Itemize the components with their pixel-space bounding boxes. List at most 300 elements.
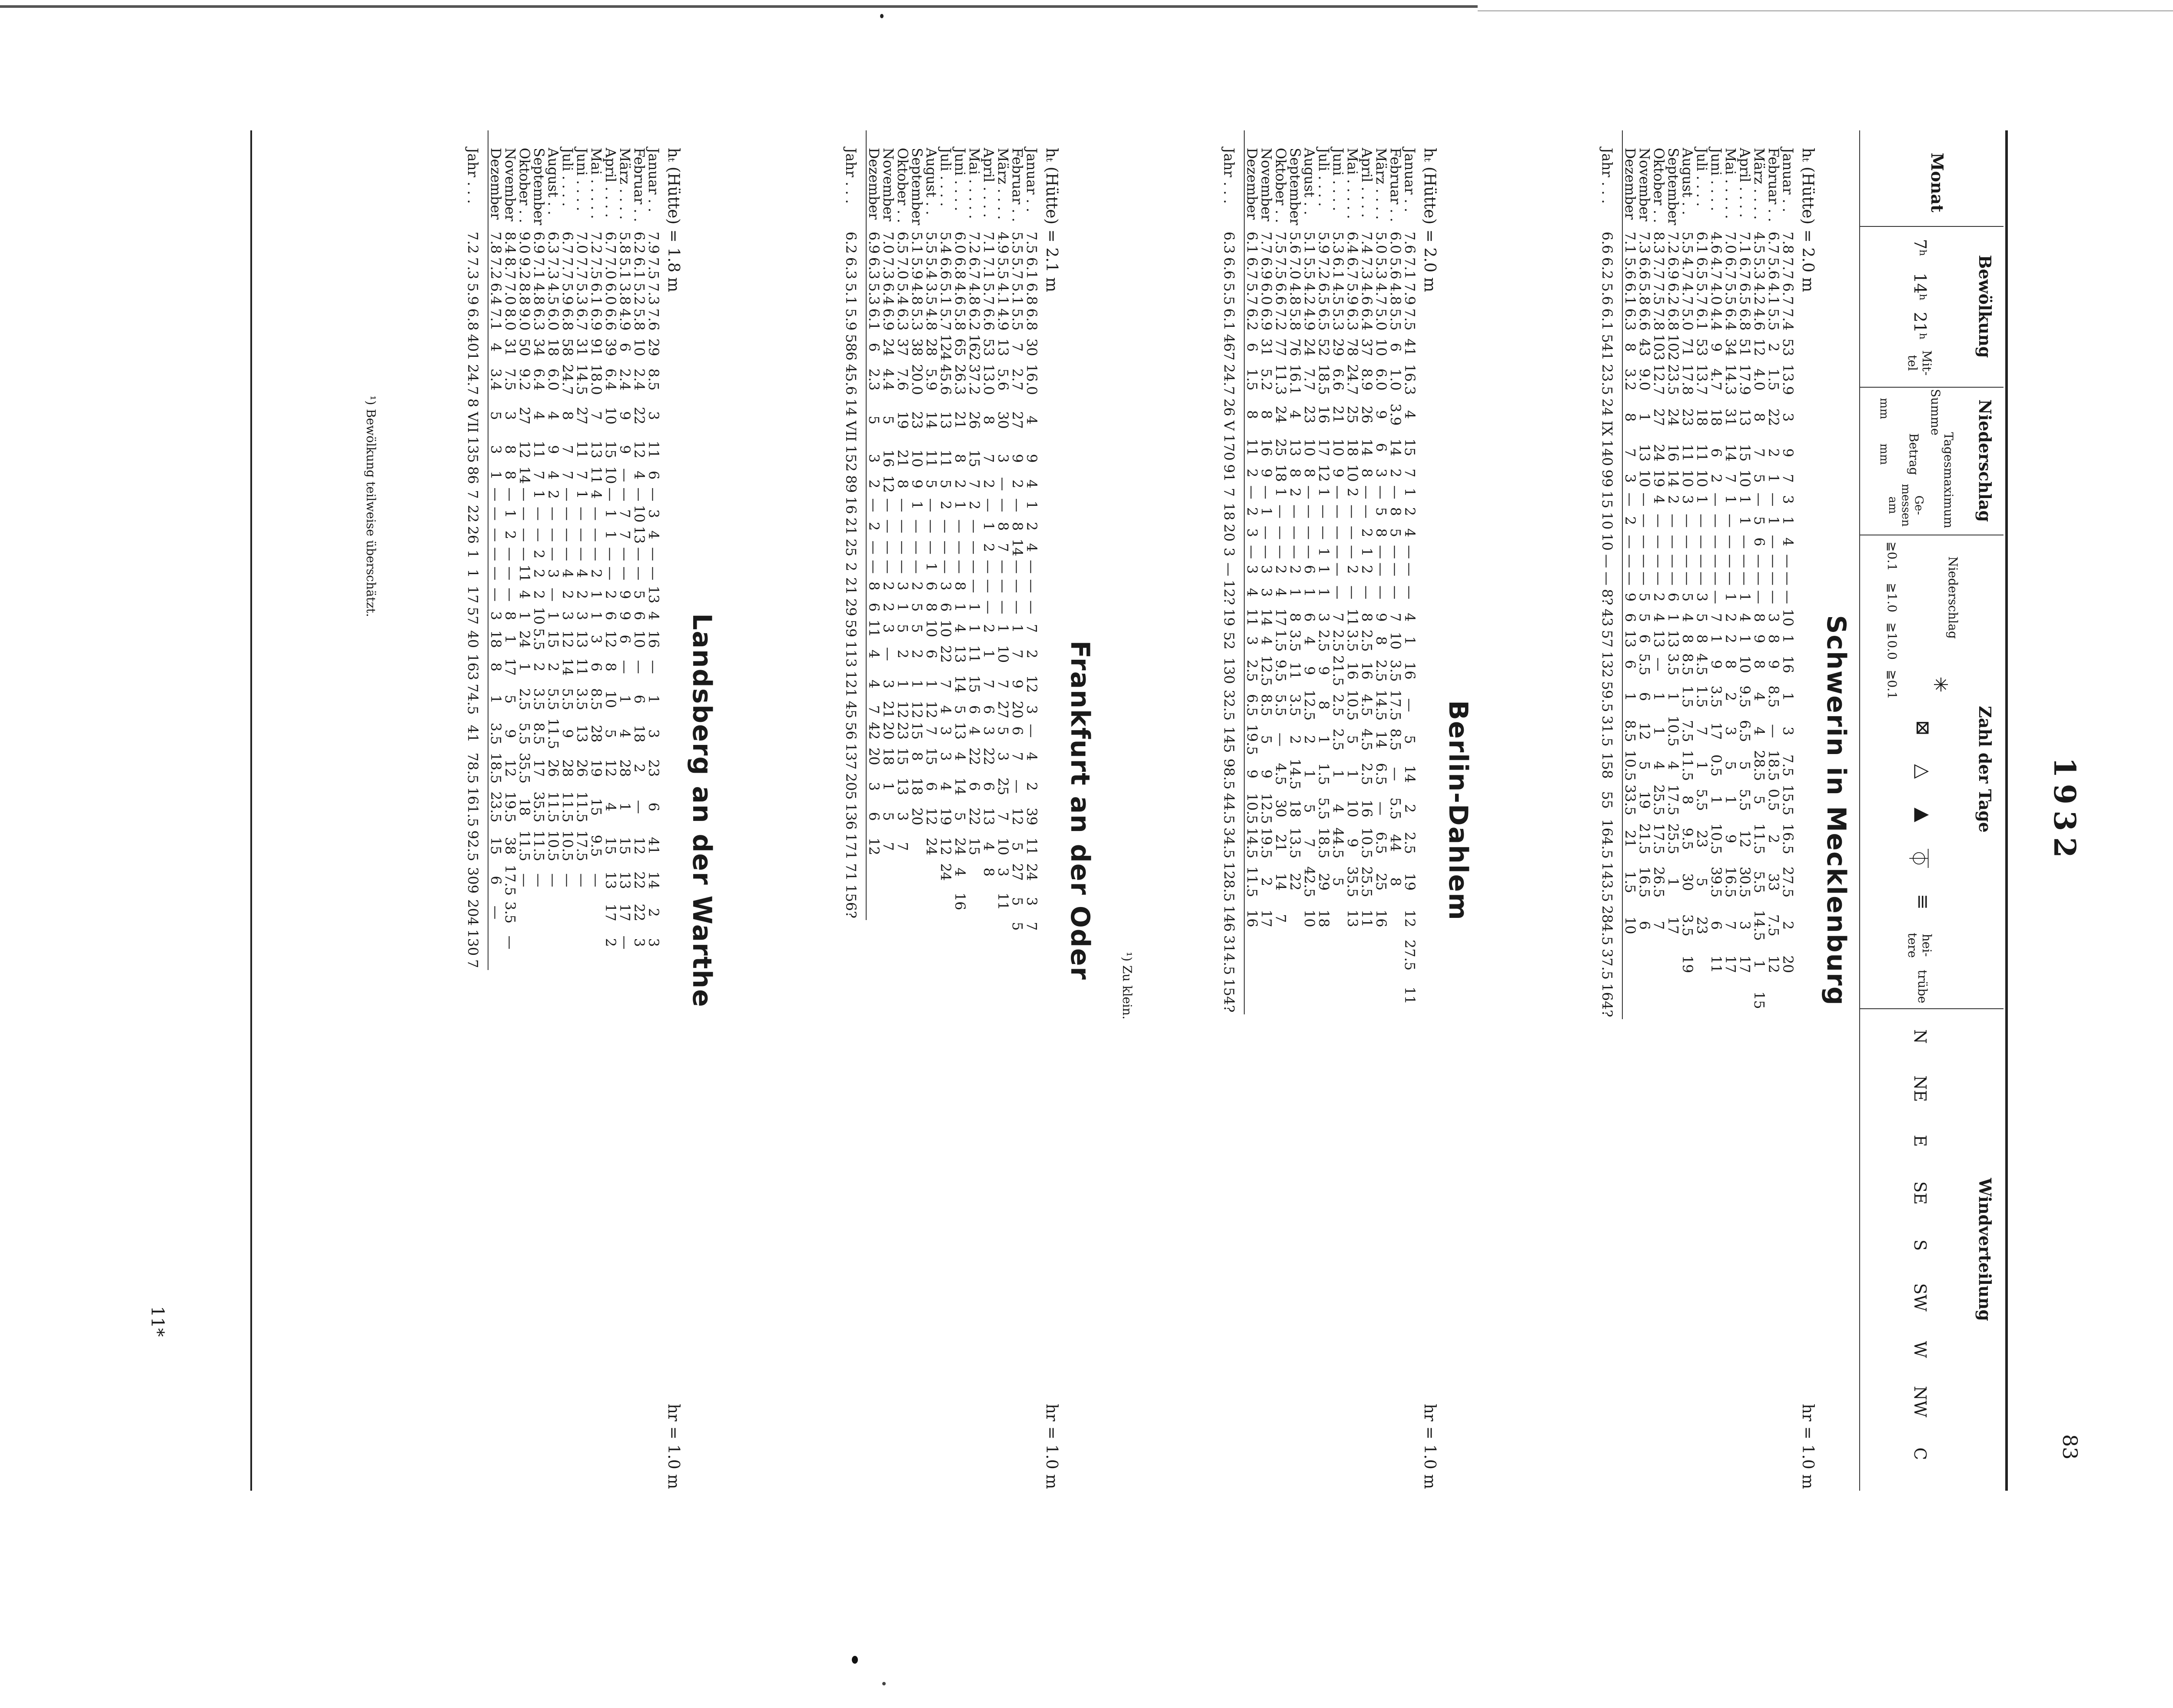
table-cell: 14.5 bbox=[1287, 758, 1303, 790]
month-row bbox=[1637, 130, 1651, 1019]
table-cell: 14 bbox=[1273, 873, 1289, 891]
table-cell: 58 bbox=[559, 338, 576, 356]
table-cell: 7.5 bbox=[1765, 914, 1782, 937]
table-cell: — bbox=[1258, 525, 1275, 540]
table-cell: 2 bbox=[1009, 479, 1026, 488]
table-cell: 12 bbox=[502, 759, 518, 777]
table-cell: 26 bbox=[966, 411, 983, 429]
table-cell: 19 bbox=[1222, 607, 1244, 628]
table-cell: 9 bbox=[1722, 834, 1739, 844]
table-cell: 30.5 bbox=[1737, 866, 1753, 898]
table-cell: 30 bbox=[1679, 873, 1696, 891]
table-cell: 6.6 bbox=[1330, 368, 1346, 391]
table-cell: 6.0 bbox=[952, 232, 968, 254]
table-cell: 4 bbox=[1651, 495, 1667, 504]
top-rule-thin bbox=[1478, 10, 2173, 11]
table-cell: 7.3 bbox=[465, 256, 488, 281]
table-cell: 17 bbox=[617, 904, 633, 921]
month-row bbox=[924, 130, 938, 933]
table-cell: 15 bbox=[966, 449, 983, 468]
table-cell: 4.7 bbox=[1708, 257, 1724, 279]
month-label: Jahr . . . bbox=[465, 130, 488, 230]
table-cell: 9.2 bbox=[516, 257, 533, 279]
table-cell: 2.5 bbox=[1359, 763, 1375, 785]
table-cell: 10 bbox=[531, 607, 547, 625]
table-cell: 6 bbox=[923, 782, 940, 791]
table-cell: 4.0 bbox=[1751, 368, 1768, 391]
table-cell: 5 bbox=[937, 479, 954, 488]
month-label: Jahr . . . bbox=[1600, 130, 1622, 230]
table-cell: 3 bbox=[488, 445, 504, 454]
table-cell: 4 bbox=[937, 705, 954, 714]
table-cell: — bbox=[1737, 572, 1753, 586]
table-cell: 12 bbox=[894, 701, 911, 719]
table-cell: 2 bbox=[980, 543, 997, 552]
station-title: Schwerin in Mecklenburg bbox=[1821, 615, 1851, 1006]
table-cell: 6 bbox=[1708, 921, 1724, 930]
table-cell: 1 bbox=[1330, 769, 1346, 779]
table-cell: — bbox=[502, 566, 518, 581]
table-cell: — bbox=[1301, 545, 1318, 559]
table-cell: 17 bbox=[1665, 916, 1681, 934]
table-cell: 6.8 bbox=[559, 308, 576, 331]
table-cell: 2.5 bbox=[1330, 694, 1346, 716]
table-cell: 10 bbox=[995, 837, 1011, 855]
table-cell: — bbox=[602, 566, 619, 581]
table-cell: — bbox=[602, 547, 619, 562]
table-cell: 20 bbox=[1222, 522, 1244, 543]
table-cell: 17.5 bbox=[1665, 784, 1681, 816]
table-cell: 7.5 bbox=[588, 257, 605, 279]
table-cell: 3.5 bbox=[1287, 694, 1303, 716]
table-cell: 6 bbox=[1301, 565, 1318, 574]
table-cell: — bbox=[574, 547, 590, 562]
table-cell: 15 bbox=[488, 837, 504, 855]
table-cell: 5.9 bbox=[923, 368, 940, 391]
month-row bbox=[1709, 130, 1723, 1019]
table-cell: 6.7 bbox=[1737, 257, 1753, 279]
table-cell: 12? bbox=[1222, 578, 1244, 607]
table-cell: 9 bbox=[1751, 634, 1768, 643]
table-cell: 12 bbox=[602, 759, 619, 777]
table-cell: 21 bbox=[1622, 830, 1638, 848]
table-cell: 3 bbox=[937, 582, 954, 591]
table-cell: 5.9 bbox=[465, 281, 488, 307]
table-cell: 5 bbox=[1751, 795, 1768, 804]
table-cell: 10 bbox=[631, 505, 648, 523]
table-cell: 2.5 bbox=[1330, 629, 1346, 652]
table-cell: 2 bbox=[1722, 692, 1739, 701]
table-cell: 12 bbox=[1009, 807, 1026, 825]
table-cell: 6.0 bbox=[602, 282, 619, 305]
table-cell: 45 bbox=[844, 699, 866, 720]
table-cell: 5.6 bbox=[1765, 257, 1782, 279]
table-cell: 6 bbox=[645, 802, 662, 811]
table-cell: 4 bbox=[966, 726, 983, 735]
table-cell: 9 bbox=[1009, 679, 1026, 689]
header-b7: 7ʰ bbox=[1911, 239, 1930, 257]
table-cell: 6.6 bbox=[1636, 257, 1653, 279]
table-cell: 4.9 bbox=[617, 308, 633, 331]
table-cell: 102 bbox=[1665, 334, 1681, 361]
table-cell: 5 bbox=[1258, 735, 1275, 744]
table-cell: 7.5 bbox=[502, 368, 518, 391]
table-cell: 22 bbox=[980, 748, 997, 765]
table-cell: 2 bbox=[1722, 634, 1739, 643]
table-cell: — bbox=[1780, 554, 1796, 568]
table-cell: 3 bbox=[1722, 726, 1739, 736]
table-cell: 3 bbox=[1679, 495, 1696, 504]
table-cell: 12 bbox=[937, 837, 954, 855]
table-cell: 6.2 bbox=[1600, 256, 1622, 281]
scan-dot bbox=[880, 14, 884, 18]
table-cell: — bbox=[995, 560, 1011, 574]
table-cell: 6 bbox=[923, 649, 940, 658]
table-cell: 6.3 bbox=[531, 308, 547, 331]
table-cell: — bbox=[1679, 535, 1696, 549]
table-cell: 4.5 bbox=[1273, 763, 1289, 785]
thunderstorm-icon: ▲ bbox=[1912, 807, 1934, 822]
table-cell: — bbox=[502, 588, 518, 602]
table-cell: — bbox=[1708, 535, 1724, 549]
month-label: Juni . . . . bbox=[1708, 148, 1724, 211]
table-cell: 163 bbox=[465, 652, 488, 682]
table-cell: 5.1 bbox=[1009, 282, 1026, 305]
table-cell: 24.7 bbox=[465, 362, 488, 397]
table-cell: — bbox=[1287, 505, 1303, 519]
table-cell: 9 bbox=[1622, 592, 1638, 602]
table-cell: 6 bbox=[966, 705, 983, 714]
table-cell: 7.8 bbox=[1780, 232, 1796, 254]
month-label: Juli . . . . bbox=[559, 148, 576, 207]
table-cell: — bbox=[1023, 579, 1040, 593]
table-cell: 8 bbox=[1622, 412, 1638, 422]
table-cell: 22 bbox=[631, 871, 648, 889]
table-cell: 65 bbox=[952, 338, 968, 356]
month-label: Oktober . . bbox=[516, 148, 533, 223]
table-cell: 5.3 bbox=[1751, 257, 1768, 279]
table-cell: 8.3 bbox=[1651, 232, 1667, 254]
table-cell: — bbox=[488, 905, 504, 920]
table-cell: — bbox=[588, 547, 605, 562]
table-cell: 23 bbox=[645, 759, 662, 777]
month-label: April . . . . bbox=[1359, 148, 1375, 218]
table-cell: 5.1 bbox=[617, 257, 633, 279]
table-cell: 11.5 bbox=[545, 791, 562, 823]
table-cell: 4 bbox=[602, 802, 619, 811]
table-cell: 7.6 bbox=[645, 308, 662, 331]
table-cell: — bbox=[1387, 767, 1404, 781]
table-cell: 19.5 bbox=[1244, 724, 1260, 755]
table-cell: 4 bbox=[1287, 410, 1303, 419]
table-cell: — bbox=[545, 588, 562, 602]
table-cell: 4 bbox=[588, 490, 605, 499]
table-cell: 7.0 bbox=[602, 257, 619, 279]
table-cell: 2 bbox=[588, 569, 605, 578]
table-cell: 2 bbox=[531, 569, 547, 578]
month-label: August . . bbox=[1679, 148, 1696, 215]
table-cell: 21 bbox=[894, 449, 911, 468]
table-cell: — bbox=[645, 566, 662, 581]
table-cell: 18 bbox=[631, 724, 648, 743]
table-cell: 16 bbox=[1244, 909, 1260, 927]
table-cell: 10 bbox=[602, 466, 619, 484]
table-cell: 11 bbox=[645, 440, 662, 459]
table-cell: — bbox=[1665, 535, 1681, 549]
table-cell: 7 bbox=[1651, 921, 1667, 930]
table-cell: — bbox=[1751, 554, 1768, 568]
table-cell: 7 bbox=[617, 509, 633, 518]
table-cell: 1 bbox=[465, 563, 488, 584]
table-cell: 14 bbox=[645, 871, 662, 889]
table-cell: 20 bbox=[909, 807, 925, 825]
header-monat: Monat bbox=[1927, 153, 1947, 213]
table-cell: 5 bbox=[952, 812, 968, 821]
table-cell: 3 bbox=[1373, 469, 1389, 478]
table-cell: — bbox=[1244, 485, 1260, 499]
table-cell: 17 bbox=[465, 584, 488, 605]
table-cell: 6.5 bbox=[1373, 832, 1389, 854]
table-cell: 12 bbox=[516, 440, 533, 459]
table-cell: 2.5 bbox=[1330, 728, 1346, 751]
table-cell: 3 bbox=[502, 411, 518, 420]
table-cell: 2 bbox=[880, 582, 897, 591]
table-cell: 52 bbox=[1316, 338, 1332, 356]
table-cell: 4 bbox=[559, 569, 576, 578]
table-cell: 5.5 bbox=[1694, 789, 1710, 811]
table-cell: 12.5 bbox=[1301, 689, 1318, 721]
table-cell: 13 bbox=[631, 526, 648, 544]
table-cell: 4 bbox=[1751, 692, 1768, 701]
table-cell: 2.3 bbox=[866, 368, 882, 391]
table-cell: 26.5 bbox=[1651, 866, 1667, 898]
header-ge10: ≧1.0 bbox=[1885, 583, 1899, 612]
month-label: Januar . . bbox=[645, 148, 662, 213]
table-cell: 2.7 bbox=[1009, 368, 1026, 391]
table-cell: 2 bbox=[1387, 469, 1404, 478]
table-cell: 16.1 bbox=[1287, 364, 1303, 395]
table-cell: 6.9 bbox=[588, 308, 605, 331]
table-cell: — bbox=[1316, 505, 1332, 519]
month-row bbox=[1651, 130, 1666, 1019]
table-cell: 7.5 bbox=[645, 257, 662, 279]
month-label: Juni . . . . bbox=[1330, 148, 1346, 211]
table-cell: 10 bbox=[1737, 469, 1753, 487]
table-cell: 4 bbox=[1273, 588, 1289, 597]
table-cell: 6.5 bbox=[1737, 720, 1753, 742]
table-cell: 22 bbox=[1287, 873, 1303, 891]
table-cell: — bbox=[1780, 590, 1796, 604]
table-cell: — bbox=[894, 498, 911, 512]
table-cell: — bbox=[952, 519, 968, 534]
table-cell: 9.2 bbox=[516, 368, 533, 391]
table-cell: 5.9 bbox=[1344, 282, 1361, 305]
table-cell: — bbox=[1600, 552, 1622, 570]
table-cell: 586 bbox=[844, 332, 866, 362]
table-cell: 4 bbox=[545, 471, 562, 480]
table-cell: 25.5 bbox=[1359, 866, 1375, 897]
table-cell: 6.0 bbox=[1387, 232, 1404, 254]
table-cell: 16 bbox=[844, 495, 866, 516]
table-cell: 15 bbox=[966, 837, 983, 855]
table-cell: — bbox=[1751, 492, 1768, 507]
table-cell: — bbox=[588, 528, 605, 542]
table-cell: 1 bbox=[465, 545, 488, 563]
table-cell: 76 bbox=[1287, 338, 1303, 356]
table-cell: 5.8 bbox=[631, 308, 648, 331]
table-cell: — bbox=[1679, 554, 1696, 568]
table-cell: 4 bbox=[1023, 479, 1040, 488]
table-cell: 1 bbox=[909, 679, 925, 689]
table-cell: — bbox=[516, 528, 533, 542]
month-row bbox=[1766, 130, 1781, 1019]
table-cell: 7 bbox=[980, 679, 997, 689]
table-cell: 71 bbox=[844, 861, 866, 883]
table-cell: 1 bbox=[1665, 692, 1681, 701]
table-cell: — bbox=[1708, 514, 1724, 528]
table-cell: 8.8 bbox=[516, 282, 533, 305]
table-cell: — bbox=[1708, 572, 1724, 586]
table-cell: 5 bbox=[631, 590, 648, 599]
table-cell: 16 bbox=[880, 449, 897, 468]
table-cell: 37.5 bbox=[1600, 947, 1622, 981]
table-cell: 11.5 bbox=[1244, 866, 1260, 897]
table-cell: 11 bbox=[995, 892, 1011, 910]
table-cell: 9.0 bbox=[516, 308, 533, 331]
table-cell: 9 bbox=[545, 445, 562, 454]
table-cell: 18 bbox=[1344, 439, 1361, 456]
table-cell: 4.5 bbox=[1359, 694, 1375, 716]
header-ge01: ≧0.1 bbox=[1885, 542, 1899, 571]
table-cell: 7.5 bbox=[1651, 282, 1667, 305]
table-cell: 5.5 bbox=[531, 628, 547, 651]
table-cell: 11.5 bbox=[574, 791, 590, 823]
table-cell: 13 bbox=[1344, 909, 1361, 927]
table-cell: 3.4 bbox=[488, 368, 504, 391]
table-cell: — bbox=[1373, 585, 1389, 600]
table-cell: 11 bbox=[1287, 661, 1303, 680]
table-cell: 8 bbox=[488, 662, 504, 671]
table-cell: — bbox=[1737, 554, 1753, 568]
table-cell: — bbox=[1622, 492, 1638, 507]
table-cell: 10 bbox=[1636, 469, 1653, 487]
table-cell: 3.5 bbox=[1708, 685, 1724, 708]
table-cell: 5.8 bbox=[1636, 282, 1653, 305]
table-cell: 24 bbox=[880, 338, 897, 356]
table-cell: 12.5 bbox=[1258, 655, 1275, 686]
table-cell: — bbox=[545, 506, 562, 521]
table-cell: 11 bbox=[866, 619, 882, 638]
table-cell: 19 bbox=[1636, 791, 1653, 809]
table-cell: 16 bbox=[1402, 661, 1418, 680]
table-cell: 9 bbox=[1301, 666, 1318, 675]
table-cell: 8.9 bbox=[1359, 368, 1375, 391]
table-cell: 12 bbox=[880, 475, 897, 493]
table-cell: 137 bbox=[844, 741, 866, 771]
year-total-row bbox=[1600, 130, 1622, 1019]
table-cell: 8 bbox=[894, 479, 911, 488]
table-cell: 50 bbox=[516, 338, 533, 356]
table-cell: 170 bbox=[1222, 432, 1244, 462]
table-cell: 41 bbox=[1402, 338, 1418, 356]
table-cell: 4.7 bbox=[1373, 282, 1389, 305]
table-cell: 10 bbox=[995, 645, 1011, 663]
table-cell: 4.5 bbox=[1751, 232, 1768, 254]
month-label: Jahr . . . bbox=[1222, 130, 1244, 230]
table-cell: 4 bbox=[1737, 613, 1753, 622]
table-cell: — bbox=[1708, 554, 1724, 568]
table-cell: 1 bbox=[1780, 516, 1796, 525]
table-cell: 9 bbox=[1765, 660, 1782, 669]
header-b14: 14ʰ bbox=[1911, 272, 1930, 301]
table-cell: 1.5 bbox=[1694, 685, 1710, 708]
table-cell: 1.0 bbox=[1387, 368, 1404, 391]
table-cell: 2 bbox=[645, 908, 662, 917]
table-cell: 24 IX bbox=[1600, 397, 1622, 438]
table-cell: 4.8 bbox=[1287, 282, 1303, 305]
table-cell: 24 bbox=[923, 837, 940, 855]
table-cell: — bbox=[516, 506, 533, 521]
table-cell: — bbox=[631, 566, 648, 581]
page-signature: 11* bbox=[147, 1306, 167, 1337]
table-cell: 7 bbox=[995, 679, 1011, 689]
table-cell: 17.8 bbox=[1679, 364, 1696, 395]
table-cell: — bbox=[1387, 562, 1404, 577]
table-cell: — bbox=[1244, 545, 1260, 559]
station-ht: hₜ (Hütte) = 2.0 m bbox=[1421, 148, 1439, 292]
table-cell: 8.5 bbox=[588, 688, 605, 711]
table-cell: 5 bbox=[1636, 613, 1653, 622]
table-cell: 7 bbox=[1722, 921, 1739, 930]
table-cell: 4 bbox=[531, 411, 547, 420]
month-label: Juli . . . . bbox=[1316, 148, 1332, 207]
table-cell: — bbox=[1009, 779, 1026, 794]
table-cell: — bbox=[1751, 572, 1768, 586]
table-cell: 3 bbox=[1780, 412, 1796, 422]
table-cell: 10 bbox=[1301, 909, 1318, 927]
table-cell: — bbox=[1344, 525, 1361, 540]
table-cell: 6.5 bbox=[1244, 694, 1260, 716]
table-cell: 1 bbox=[502, 635, 518, 644]
table-cell: 6 bbox=[1373, 443, 1389, 452]
table-cell: 3 bbox=[1622, 474, 1638, 483]
table-cell: 2 bbox=[894, 649, 911, 658]
table-cell: 4.5 bbox=[1330, 282, 1346, 305]
table-cell: 6.1 bbox=[1622, 282, 1638, 305]
month-row bbox=[1680, 130, 1695, 1019]
table-cell: 2 bbox=[531, 549, 547, 559]
table-cell: 1 bbox=[1694, 761, 1710, 770]
table-cell: 16 bbox=[1316, 405, 1332, 424]
station-section bbox=[661, 126, 1095, 1495]
table-cell: 29 bbox=[844, 597, 866, 618]
header-bewoelkung: Bewölkung bbox=[1975, 255, 1995, 358]
table-cell: 53 bbox=[1694, 338, 1710, 356]
table-cell: 21.5 bbox=[1636, 823, 1653, 854]
month-row bbox=[1402, 130, 1417, 1014]
table-cell: 27.5 bbox=[1780, 866, 1796, 898]
table-cell: 5.3 bbox=[1330, 232, 1346, 254]
table-cell: — bbox=[1287, 545, 1303, 559]
snow-icon: ✳ bbox=[1929, 676, 1951, 693]
table-cell: 20 bbox=[1780, 955, 1796, 973]
table-cell: 7.3 bbox=[645, 282, 662, 305]
table-cell: — bbox=[937, 540, 954, 555]
table-cell: 5.5 bbox=[1636, 653, 1653, 676]
table-cell: 7.5 bbox=[1402, 308, 1418, 331]
table-cell: 9 bbox=[1258, 469, 1275, 478]
table-cell: 19.5 bbox=[502, 791, 518, 823]
